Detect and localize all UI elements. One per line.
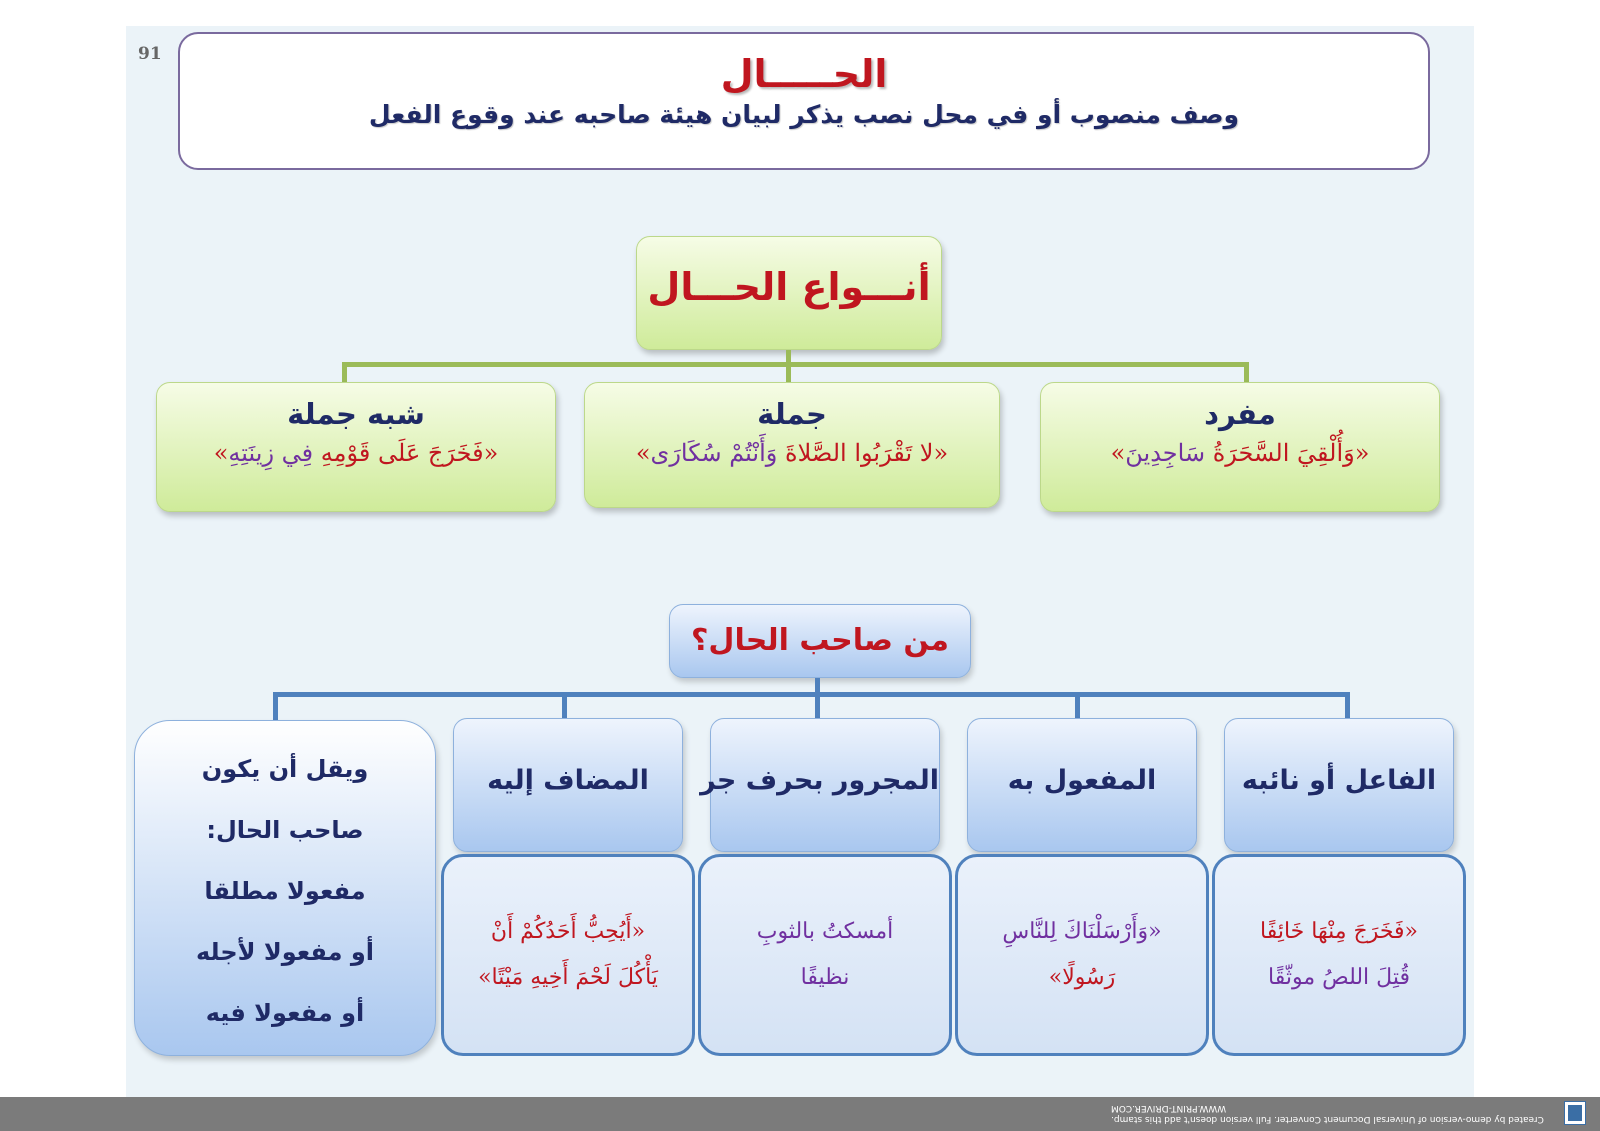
example-line: أمسكتُ بالثوبِ [756, 919, 894, 944]
types-title: أنـــواع الحـــال [647, 265, 931, 309]
category-mudaf-ilayh [453, 718, 683, 852]
type-example: «وَأُلْقِيَ السَّحَرَةُ سَاجِدِينَ» [1110, 439, 1370, 467]
example-line: نظيفًا [800, 965, 850, 990]
owner-connector-2 [562, 692, 567, 718]
type-box-mufrad [1040, 382, 1440, 512]
page-number: 91 [138, 44, 162, 64]
note-line: ويقل أن يكون [201, 755, 369, 783]
category-label: الفاعل أو نائبه [1241, 765, 1437, 796]
category-label: المجرور بحرف جر [700, 765, 939, 796]
rare-owner-note [134, 720, 436, 1056]
owner-connector-3 [815, 692, 820, 718]
example-line: «وَأَرْسَلْنَاكَ لِلنَّاسِ [1002, 919, 1162, 944]
note-line: أو مفعولا فيه [205, 999, 365, 1027]
owner-connector-1 [273, 692, 278, 722]
example-line: «فَخَرَجَ مِنْهَا خَائِفًا [1259, 919, 1419, 944]
type-example: «لا تَقْرَبُوا الصَّلاةَ وَأَنْتُمْ سُكَارَى» [635, 439, 949, 467]
example-fael [1212, 854, 1466, 1056]
types-connector-middle [786, 362, 791, 384]
page-title: الحـــــال [720, 52, 888, 96]
converter-logo-icon [1564, 1101, 1586, 1125]
owner-connector-4 [1075, 692, 1080, 718]
types-connector-left [342, 362, 347, 384]
owner-question-box [669, 604, 971, 678]
example-line: يَأْكُلَ لَحْمَ أَخِيهِ مَيْتًا» [478, 965, 658, 990]
type-box-jumla [584, 382, 1000, 508]
watermark-line: Created by demo-version of Universal Document Converter. Full version doesn't add this stamp. [1111, 1114, 1544, 1124]
watermark-url: WWW.PRINT-DRIVER.COM [1111, 1103, 1227, 1113]
type-name: جملة [757, 397, 827, 431]
example-line: قُتِلَ اللصُ موثّقًا [1268, 965, 1410, 990]
category-fael [1224, 718, 1454, 852]
example-line: رَسُولًا» [1048, 965, 1116, 990]
example-majrour [698, 854, 952, 1056]
category-mafoul-bih [967, 718, 1197, 852]
owner-question: من صاحب الحال؟ [691, 623, 949, 658]
types-title-box [636, 236, 942, 350]
owner-connector-5 [1345, 692, 1350, 718]
note-line: مفعولا مطلقا [204, 877, 366, 905]
definition-text: وصف منصوب أو في محل نصب يذكر لبيان هيئة صاحبه عند وقوع الفعل [368, 100, 1240, 129]
type-box-shibh-jumla [156, 382, 556, 512]
note-line: صاحب الحال: [206, 816, 364, 844]
type-name: مفرد [1204, 397, 1276, 431]
type-example: «فَخَرَجَ عَلَى قَوْمِهِ فِي زِينَتِهِ» [213, 439, 499, 467]
category-label: المضاف إليه [487, 765, 649, 796]
type-name: شبه جملة [287, 397, 425, 431]
watermark-text [1111, 1102, 1544, 1124]
example-mudaf-ilayh [441, 854, 695, 1056]
footer-bar [0, 1097, 1600, 1131]
definition-header [178, 32, 1430, 170]
example-mafoul-bih [955, 854, 1209, 1056]
types-connector-bar [342, 362, 1249, 367]
category-label: المفعول به [1007, 765, 1157, 796]
example-line: «أَيُحِبُّ أَحَدُكُمْ أَنْ [490, 919, 646, 944]
note-line: أو مفعولا لأجله [196, 938, 374, 966]
owner-connector-bar [273, 692, 1350, 697]
types-connector-right [1244, 362, 1249, 384]
category-majrour [700, 718, 940, 852]
